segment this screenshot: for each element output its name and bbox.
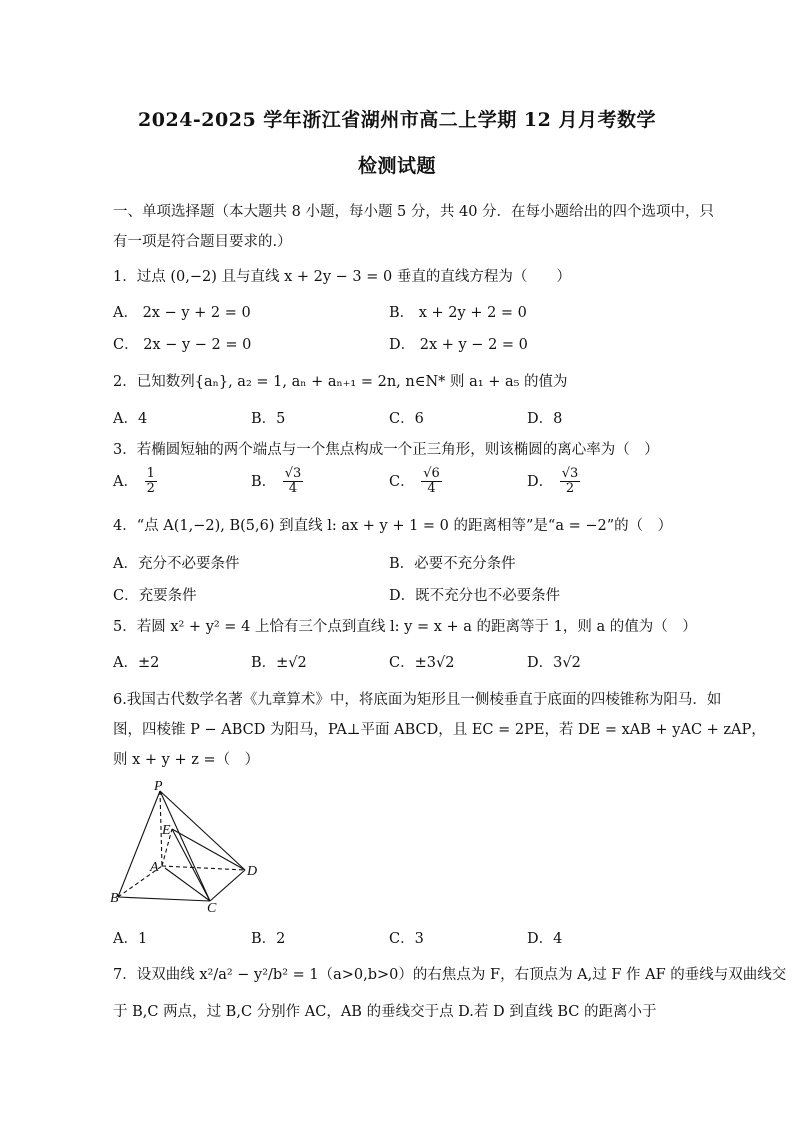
q3-option-d-fraction [560,467,581,497]
q2-option-a: A．4 [113,411,148,427]
question-2-stem: 2．已知数列{aₙ}, a₂ = 1, aₙ + aₙ₊₁ = 2n, n∈N* 则 a₁ + a₅ 的值为 [113,374,568,390]
q2-option-c: C．6 [389,411,424,427]
numerator: √3 [284,466,302,481]
question-6-stem-end: 则 x + y + z =（ ） [113,752,260,768]
q3-option-c [389,467,444,497]
q3-option-b-label: B． [251,473,277,490]
section-heading-cont: 有一项是符合题目要求的.） [113,234,292,250]
q2-option-d: D．8 [527,411,563,427]
label-p: P [154,779,163,794]
edge-ad [162,866,245,870]
edge-pb [118,791,160,897]
question-5-stem: 5．若圆 x² + y² = 4 上恰有三个点到直线 l: y = x + a 的距离等于 1，则 a 的值为（ ） [113,619,697,635]
q4-option-b: B．必要不充分条件 [389,556,516,572]
q3-option-c-fraction [421,467,442,497]
denominator: 4 [427,481,436,497]
q1-option-d: D． 2x + y − 2 = 0 [389,337,528,353]
q3-option-d [527,467,582,497]
denominator: 4 [288,481,298,497]
segment-ac [165,868,210,901]
q3-option-c-label: C． [389,473,415,490]
label-b: B [110,891,119,906]
q1-option-b: B． x + 2y + 2 = 0 [389,305,527,321]
question-1-stem: 1．过点 (0,−2) 且与直线 x + 2y − 3 = 0 垂直的直线方程为（ ） [113,269,571,285]
q6-option-d: D．4 [527,931,563,947]
numerator: 1 [146,466,155,481]
edge-bc [118,897,210,901]
pyramid-figure [110,778,270,913]
question-7-stem-cont: 于 B,C 两点，过 B,C 分别作 AC，AB 的垂线交于点 D.若 D 到直线 BC 的距离小于 [113,1004,657,1020]
q3-option-a-label: A． [113,473,138,490]
q1-option-c: C． 2x − y − 2 = 0 [113,337,252,353]
denominator: 2 [146,481,155,497]
q4-option-a: A．充分不必要条件 [113,556,240,572]
q6-option-b: B．2 [251,931,286,947]
numerator: √3 [561,466,579,481]
question-3-stem: 3．若椭圆短轴的两个端点与一个焦点构成一个正三角形，则该椭圆的离心率为（ ） [113,442,659,458]
label-e: E [162,823,171,838]
question-7-stem: 7．设双曲线 x²/a² − y²/b² = 1（a>0,b>0）的右焦点为 F，右顶点为 A,过 F 作 AF 的垂线与双曲线交 [113,967,787,983]
question-6-stem: 6.我国古代数学名著《九章算术》中，将底面为矩形且一侧棱垂直于底面的四棱锥称为阳马．如 [113,692,722,708]
q6-option-a: A．1 [113,931,148,947]
exam-title-line2: 检测试题 [357,155,436,177]
q4-option-d: D．既不充分也不必要条件 [389,588,561,604]
q3-option-a [113,467,159,497]
label-d: D [247,864,258,879]
question-4-stem: 4．“点 A(1,−2), B(5,6) 到直线 l: ax + y + 1 = 0 的距离相等”是“a = −2”的（ ） [113,518,673,534]
exam-title-line1: 2024-2025 学年浙江省湖州市高二上学期 12 月月考数学 [138,109,656,131]
q5-option-c: C．±3√2 [389,655,455,671]
q5-option-a: A．±2 [113,655,160,671]
q6-option-c: C．3 [389,931,424,947]
edge-cd [210,870,245,901]
q3-option-d-label: D． [527,473,554,490]
label-a: A [150,860,159,875]
question-6-stem-cont: 图，四棱锥 P − ABCD 为阳马，PA⊥平面 ABCD，且 EC = 2PE，若 DE = xAB + yAC + zAP， [113,722,766,738]
q5-option-d: D．3√2 [527,655,581,671]
denominator: 2 [565,481,575,497]
q3-option-a-fraction [145,467,157,497]
q1-option-a: A． 2x − y + 2 = 0 [113,305,251,321]
q4-option-c: C．充要条件 [113,588,197,604]
numerator: √6 [423,466,440,481]
q3-option-b-fraction [283,467,304,497]
section-heading: 一、单项选择题（本大题共 8 小题，每小题 5 分，共 40 分．在每小题给出的四个选项中，只 [113,204,715,220]
label-c: C [207,901,217,913]
q3-option-b [251,467,305,497]
q5-option-b: B．±√2 [251,655,307,671]
q2-option-b: B．5 [251,411,286,427]
